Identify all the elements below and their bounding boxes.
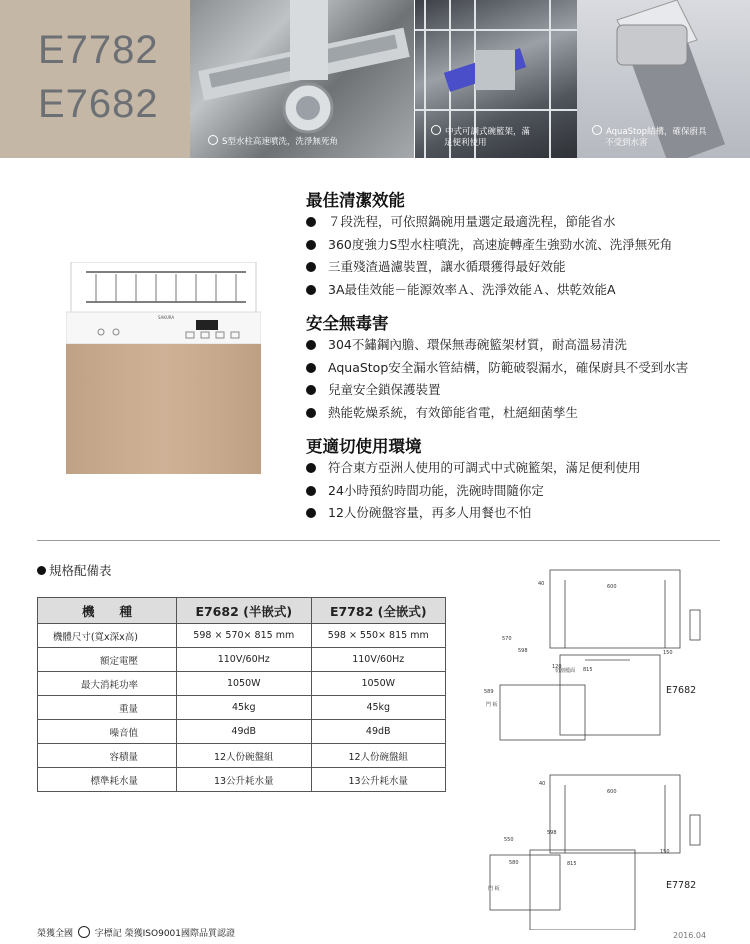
spec-value: 45kg [311,696,446,720]
photo-spray-arm [190,0,414,158]
spec-value: 110V/60Hz [177,648,312,672]
spec-header-model: 機 種 [38,598,177,624]
spec-value: 45kg [177,696,312,720]
feature-item [306,212,616,230]
feature-text: AquaStop安全漏水管結構，防範破裂漏水，確保廚具不受到水害 [328,359,689,375]
spec-title: 規格配備表 [37,561,112,579]
dim-top-3: 598 [518,648,528,654]
install-diagrams [470,560,720,930]
feature-item [306,280,616,298]
section-title: 安全無毒害 [306,314,389,333]
spec-label: 機體尺寸(寬x深x高) [38,624,177,648]
spec-value: 49dB [177,720,312,744]
table-row [38,744,446,768]
feature-text: 符合東方亞洲人使用的可調式中式碗籃架，滿足便利使用 [328,460,641,475]
footer-certs [37,926,235,939]
section-title: 更適切使用環境 [306,437,422,456]
spec-value: 598 × 550× 815 mm [311,624,446,648]
caption-2-line1: 中式可調式碗籃架，滿 [445,127,531,137]
feature-item [306,335,627,353]
dim-top-4: 120 [552,664,562,670]
table-row [38,648,446,672]
divider [37,540,720,541]
footer-cert-1: 榮獲全國 [37,929,74,939]
dim-top-0: 40 [538,581,545,587]
diagram-top-small: 切割檯面 [555,668,576,674]
spec-header-e7782: E7782 (全嵌式) [311,598,446,624]
table-row [38,696,446,720]
feature-text: 3A最佳效能－能源效率Ａ、洗淨效能Ａ、烘乾效能A [328,281,616,297]
spec-value: 598 × 570× 815 mm [177,624,312,648]
cns-logo-icon [78,926,90,938]
feature-item [306,358,688,376]
spec-value: 12人份碗盤組 [311,744,446,768]
table-row [38,624,446,648]
photo-aquastop [577,0,750,158]
caption-3-line2: 不受到水害 [605,138,648,148]
bullet-icon [306,463,316,473]
feature-item [306,380,441,398]
bullet-icon [306,340,316,350]
spec-label: 標準耗水量 [38,768,177,792]
photo-basket [415,0,577,158]
bullet-icon [306,408,316,418]
spec-header-row [38,598,446,624]
bullet-icon [306,486,316,496]
caption-2-line2: 足便利使用 [444,138,487,148]
feature-item [306,481,544,499]
feature-text: 360度強力S型水柱噴洗，高速旋轉產生強勁水流、洗淨無死角 [328,236,673,252]
feature-text: 24小時預約時間功能，洗碗時間隨你定 [328,482,544,498]
diagram-top-note: 門 板 [486,702,498,708]
feature-text: 熱能乾燥系統，有效節能省電，杜絕細菌孳生 [328,404,579,420]
caption-1: S型水柱高速噴洗，洗淨無死角 [222,137,338,147]
spec-label: 最大消耗功率 [38,672,177,696]
feature-text: 304不鏽鋼內膽、環保無毒碗籃架材質，耐高溫易清洗 [328,337,627,352]
dim-bottom-3: 598 [547,830,557,836]
bullet-icon [306,285,316,295]
diagram-top-label: E7682 [666,685,697,696]
table-row [38,720,446,744]
dim-bottom-6: 150 [660,849,670,855]
bullet-icon [306,240,316,250]
footer-cert-3: 榮獲ISO9001國際品質認證 [124,929,236,939]
header-banner [0,0,750,158]
dim-top-5: 815 [583,667,593,673]
spec-value: 110V/60Hz [311,648,446,672]
bullet-icon [306,385,316,395]
feature-text: 12人份碗盤容量，再多人用餐也不怕 [328,505,532,520]
feature-item [306,403,578,421]
caption-3-line1: AquaStop結構，確保廚具 [606,127,707,137]
diagram-top-box [550,570,680,648]
diagram-bottom-note: 門 板 [488,886,500,892]
spec-label: 額定電壓 [38,648,177,672]
dim-top-6: 150 [663,650,673,656]
spec-value: 13公升耗水量 [177,768,312,792]
bullet-icon [306,262,316,272]
dim-bottom-2: 550 [504,837,514,843]
spec-value: 1050W [177,672,312,696]
diagram-bottom-label: E7782 [666,880,697,891]
spec-value: 49dB [311,720,446,744]
feature-text: ７段洗程，可依照鍋碗用量選定最適洗程，節能省水 [328,214,616,229]
dim-bottom-4: 580 [509,860,519,866]
bullet-icon [306,363,316,373]
model-box [0,0,190,158]
table-row [38,768,446,792]
bullet-icon [306,217,316,227]
spec-value: 12人份碗盤組 [177,744,312,768]
spec-label: 噪音值 [38,720,177,744]
spec-header-e7682: E7682 (半嵌式) [177,598,312,624]
table-row [38,672,446,696]
bullet-icon [306,508,316,518]
product-brand: SAKURA [158,315,175,320]
spec-table [37,597,446,792]
feature-text: 三重殘渣過濾裝置，讓水循環獲得最好效能 [328,259,566,274]
model-name-2: E7682 [38,82,159,126]
model-name-1: E7782 [38,28,159,72]
dim-top-1: 600 [607,584,617,590]
dim-top-7: 589 [484,689,494,695]
feature-item [306,257,566,275]
dim-top-2: 570 [502,636,512,642]
footer-date: 2016.04 [673,931,707,940]
footer-cert-2: 字標記 [94,929,122,939]
spec-label: 重量 [38,696,177,720]
feature-item [306,458,641,476]
spec-value: 1050W [311,672,446,696]
section-title: 最佳清潔效能 [306,191,405,210]
dim-bottom-1: 600 [607,789,617,795]
feature-item [306,503,531,521]
spec-value: 13公升耗水量 [311,768,446,792]
spec-label: 容積量 [38,744,177,768]
product-image [66,262,261,474]
feature-text: 兒童安全鎖保護裝置 [328,382,441,397]
dim-bottom-0: 40 [539,781,546,787]
dim-bottom-5: 815 [567,861,577,867]
feature-item [306,235,672,253]
